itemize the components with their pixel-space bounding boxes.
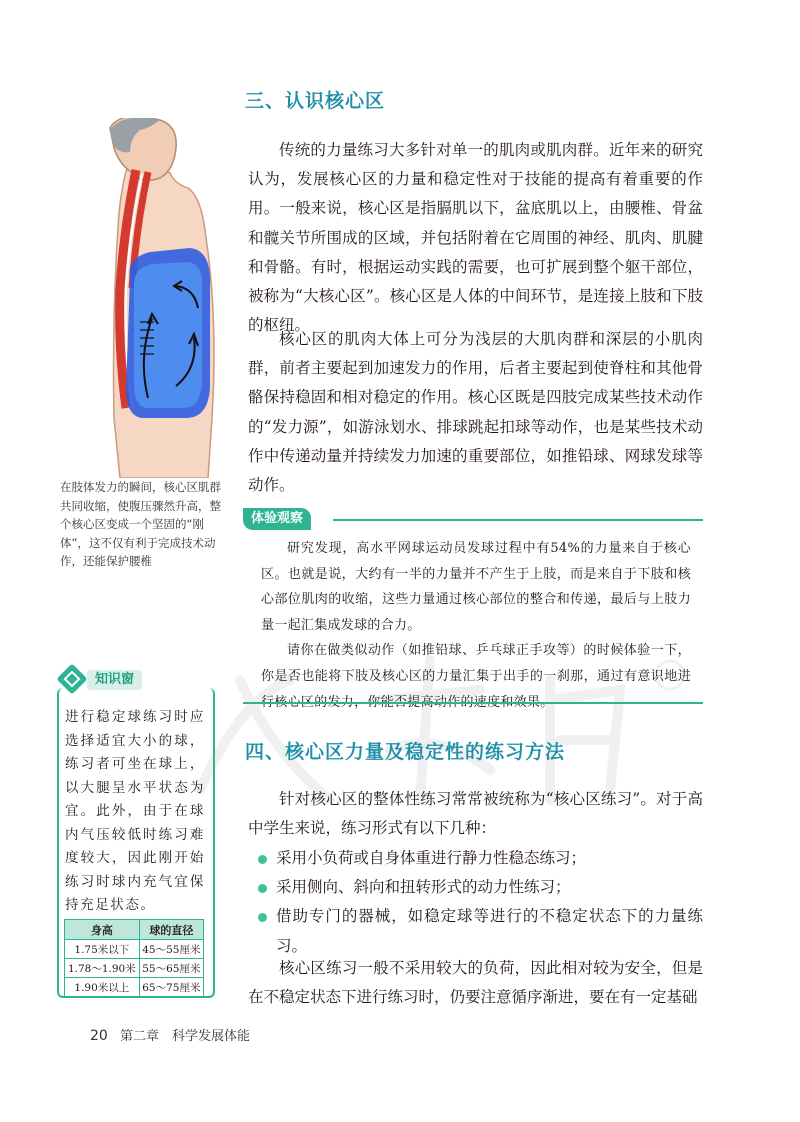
table-row bbox=[65, 978, 204, 997]
section-title-training-methods: 四、核心区力量及稳定性的练习方法 bbox=[245, 741, 566, 763]
list-item bbox=[248, 902, 703, 960]
bullet-icon bbox=[258, 855, 267, 864]
experience-box-top-rule bbox=[333, 519, 703, 521]
experience-body bbox=[261, 536, 691, 715]
paragraph-core-muscles: 核心区的肌肉大体上可分为浅层的大肌肉群和深层的小肌肉群，前者主要起到加速发力的作用，后者主要起到使脊柱和其他骨骼保持稳固和相对稳定的作用。核心区既是四肢完成某些技术动作的“发力源”，如游泳划水、排球跳起扣球等动作，也是某些技术动作中传递动量并持续发力加速的重要部位，如推铅球、网球发球等动作。 bbox=[248, 330, 703, 495]
ball-size-table bbox=[64, 919, 204, 997]
list-item-text: 借助专门的器械，如稳定球等进行的不稳定状态下的力量练习。 bbox=[276, 907, 703, 955]
experience-box-bottom-rule bbox=[243, 702, 703, 704]
experience-box bbox=[243, 508, 703, 704]
training-forms-list bbox=[248, 844, 703, 961]
list-item-text: 采用侧向、斜向和扭转形式的动力性练习； bbox=[276, 878, 571, 897]
table-row bbox=[65, 959, 204, 978]
table-cell: 65～75厘米 bbox=[139, 978, 203, 997]
list-item-text: 采用小负荷或自身体重进行静力性稳态练习； bbox=[276, 849, 587, 867]
table-cell: 55～65厘米 bbox=[139, 959, 203, 978]
list-item bbox=[248, 844, 703, 873]
page-footer bbox=[90, 1025, 250, 1044]
table-cell: 1.78～1.90米 bbox=[65, 959, 140, 978]
figure-caption: 在肢体发力的瞬间，核心区肌群共同收缩，使腹压骤然升高，整个核心区变成一个坚固的“刚体”，这不仅有利于完成技术动作，还能保护腰椎 bbox=[60, 480, 221, 568]
paragraph-core-training-intro: 针对核心区的整体性练习常常被统称为“核心区练习”。对于高中学生来说，练习形式有以下几种： bbox=[248, 790, 703, 838]
table-cell: 1.90米以上 bbox=[65, 978, 140, 997]
table-cell: 1.75米以下 bbox=[65, 940, 140, 959]
page-number: 20 bbox=[90, 1028, 108, 1044]
table-header-height: 身高 bbox=[65, 920, 140, 940]
experience-tag: 体验观察 bbox=[243, 508, 311, 530]
table-header-diameter: 球的直径 bbox=[139, 920, 203, 940]
table-row bbox=[65, 940, 204, 959]
paragraph-safety-note: 核心区练习一般不采用较大的负荷，因此相对较为安全，但是在不稳定状态下进行练习时，仍要注意循序渐进，要在有一定基础 bbox=[248, 959, 703, 1007]
list-item bbox=[248, 873, 703, 902]
core-muscle-figure bbox=[90, 118, 230, 478]
experience-paragraph-1: 研究发现，高水平网球运动员发球过程中有54%的力量来自于核心区。也就是说，大约有一半的力量并不产生于上肢，而是来自于下肢和核心部位肌肉的收缩，这些力量通过核心部位的整合和传递，最后与上肢力量一起汇集成发球的合力。 bbox=[261, 541, 691, 633]
bullet-icon bbox=[258, 913, 267, 922]
knowledge-window-label: 知识窗 bbox=[87, 670, 142, 690]
experience-paragraph-2: 请你在做类似动作（如推铅球、乒乓球正手攻等）的时候体验一下，你是否也能将下肢及核心区的力量汇集于出手的一刹那，通过有意识地进 bbox=[261, 643, 691, 684]
bullet-icon bbox=[258, 884, 267, 893]
knowledge-window bbox=[57, 672, 213, 1006]
table-cell: 45～55厘米 bbox=[139, 940, 203, 959]
paragraph-core-definition: 传统的力量练习大多针对单一的肌肉或肌肉群。近年来的研究认为，发展核心区的力量和稳定性对于技能的提高有着重要的作用。一般来说，核心区是指膈肌以下，盆底肌以上，由腰椎、骨盆和髋关节所围成的区域，并包括附着在它周围的神经、肌肉、肌腱和骨骼。有时，根据运动实践的需要，也可扩展到整个躯干部位，被称为“大核心区”。核心区是人体的中间环节，是连接上肢和下肢的枢纽。 bbox=[248, 141, 703, 335]
knowledge-window-text: 进行稳定球练习时应选择适宜大小的球，练习者可坐在球上，以大腿呈水平状态为宜。此外，由于在球内气压较低时练习难度较大，因此刚开始练习时球内充气宜保持充足状态。 bbox=[65, 709, 205, 913]
section-title-core-area: 三、认识核心区 bbox=[245, 90, 386, 112]
chapter-title: 第二章 科学发展体能 bbox=[119, 1029, 250, 1044]
knowledge-window-header bbox=[57, 668, 177, 692]
